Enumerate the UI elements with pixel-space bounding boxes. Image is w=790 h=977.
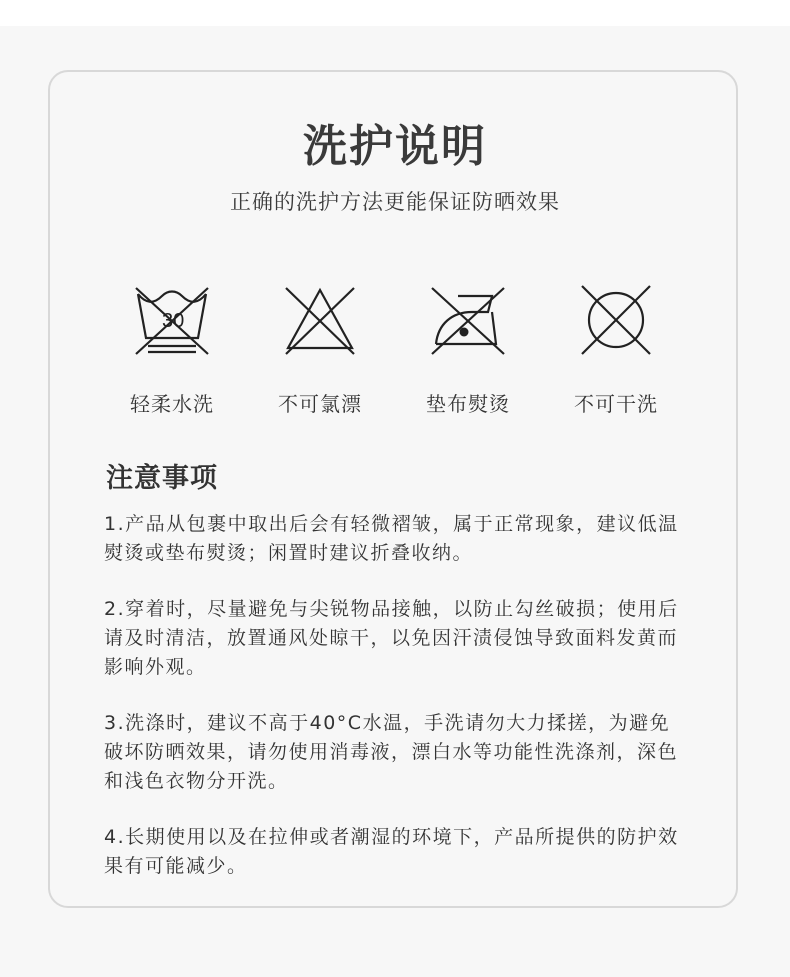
care-label-no-dry-clean: 不可干洗	[574, 392, 658, 416]
care-item-no-dry-clean	[541, 282, 691, 417]
care-label-no-bleach: 不可氯漂	[278, 392, 362, 416]
note-item-4: 4.长期使用以及在拉伸或者潮湿的环境下，产品所提供的防护效果有可能减少。	[104, 826, 679, 877]
notes-list	[104, 510, 684, 908]
no-dry-clean-icon	[576, 282, 656, 358]
wash-temp-text: 30	[162, 310, 185, 332]
notes-title: 注意事项	[106, 463, 218, 494]
care-label-gentle-wash: 轻柔水洗	[130, 392, 214, 416]
care-item-gentle-wash	[97, 282, 247, 417]
no-bleach-icon	[280, 282, 360, 358]
note-item-2: 2.穿着时，尽量避免与尖锐物品接触，以防止勾丝破损；使用后请及时清洁，放置通风处晾干，以免因汗渍侵蚀导致面料发黄而影响外观。	[104, 598, 679, 678]
page-subtitle: 正确的洗护方法更能保证防晒效果	[230, 190, 560, 214]
care-item-iron-with-cloth	[393, 282, 543, 417]
care-icons-row	[0, 282, 790, 422]
note-item-3: 3.洗涤时，建议不高于40°C水温，手洗请勿大力揉搓，为避免破坏防晒效果，请勿使用消毒液，漂白水等功能性洗涤剂，深色和浅色衣物分开洗。	[104, 712, 679, 792]
page-title: 洗护说明	[303, 121, 487, 172]
care-item-no-bleach	[245, 282, 395, 417]
top-strip	[0, 0, 790, 26]
iron-with-cloth-icon	[428, 282, 508, 358]
note-item-1: 1.产品从包裹中取出后会有轻微褶皱，属于正常现象，建议低温熨烫或垫布熨烫；闲置时建议折叠收纳。	[104, 513, 679, 564]
care-label-iron-with-cloth: 垫布熨烫	[426, 392, 510, 416]
gentle-wash-30-icon	[132, 282, 212, 358]
